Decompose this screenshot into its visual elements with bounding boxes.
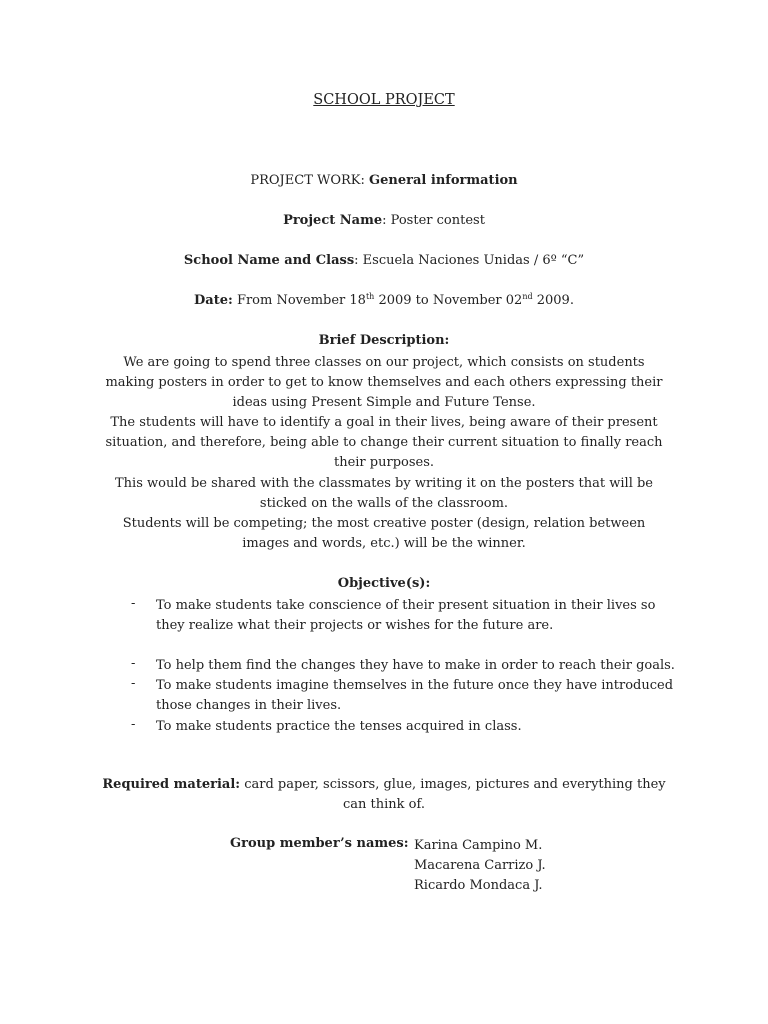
objective-item: To make students imagine themselves in the future once they have introduced those changes in their lives. xyxy=(156,678,674,713)
brief-paragraph: We are going to spend three classes on our project, which consists on students making posters in order to get to know themselves and each others expressing their ideas using Present Simple and Future Tense. xyxy=(105,355,663,411)
bullet-dash: - xyxy=(131,717,136,732)
date-from: From November 18 xyxy=(236,293,366,308)
date-end: 2009. xyxy=(532,293,574,308)
required-material-value: card paper, scissors, glue, images, pictures and everything they can think of. xyxy=(240,777,666,812)
document-title: SCHOOL PROJECT xyxy=(313,92,455,108)
required-material-label: Required material: xyxy=(102,777,241,792)
required-material xyxy=(100,775,668,815)
date-to-sup: nd xyxy=(522,292,533,301)
objective-item: To help them find the changes they have to make in order to reach their goals. xyxy=(156,658,675,673)
heading-value: General information xyxy=(369,173,518,188)
heading-label: PROJECT WORK: xyxy=(250,173,365,188)
project-name-value: : Poster contest xyxy=(382,213,485,228)
member-name: Macarena Carrizo J. xyxy=(414,858,546,873)
school-value: : Escuela Naciones Unidas / 6º “C” xyxy=(354,253,585,268)
project-name-label: Project Name xyxy=(283,213,383,228)
brief-description xyxy=(100,353,668,554)
objective-item: To make students take conscience of their present situation in their lives so they realize what their projects or wishes for the future are. xyxy=(156,598,656,633)
bullet-dash: - xyxy=(131,676,136,691)
date-mid: 2009 to November 02 xyxy=(374,293,523,308)
brief-heading: Brief Description: xyxy=(318,333,450,348)
date-line xyxy=(0,293,768,308)
brief-paragraph: This would be shared with the classmates by writing it on the posters that will be sticked on the walls of the classroom. xyxy=(115,475,653,511)
objective-item: To make students practice the tenses acquired in class. xyxy=(156,719,522,734)
group-members-list xyxy=(414,836,546,896)
date-from-sup: th xyxy=(365,292,375,301)
bullet-dash: - xyxy=(131,656,136,671)
section-heading xyxy=(0,173,768,188)
brief-paragraph: The students will have to identify a goal in their lives, being aware of their present situation, and therefore, being able to change their current situation to finally reach their purposes. xyxy=(105,415,663,471)
school-label: School Name and Class xyxy=(183,253,355,268)
member-name: Karina Campino M. xyxy=(414,838,543,853)
member-name: Ricardo Mondaca J. xyxy=(414,878,543,893)
project-name-line xyxy=(0,213,768,228)
brief-paragraph: Students will be competing; the most creative poster (design, relation between images and words, etc.) will be the winner. xyxy=(122,515,646,551)
school-line xyxy=(0,253,768,268)
date-label: Date: xyxy=(194,293,233,308)
bullet-dash: - xyxy=(131,596,136,611)
objectives-heading: Objective(s): xyxy=(337,576,431,591)
group-members-label: Group member’s names: xyxy=(230,836,409,851)
